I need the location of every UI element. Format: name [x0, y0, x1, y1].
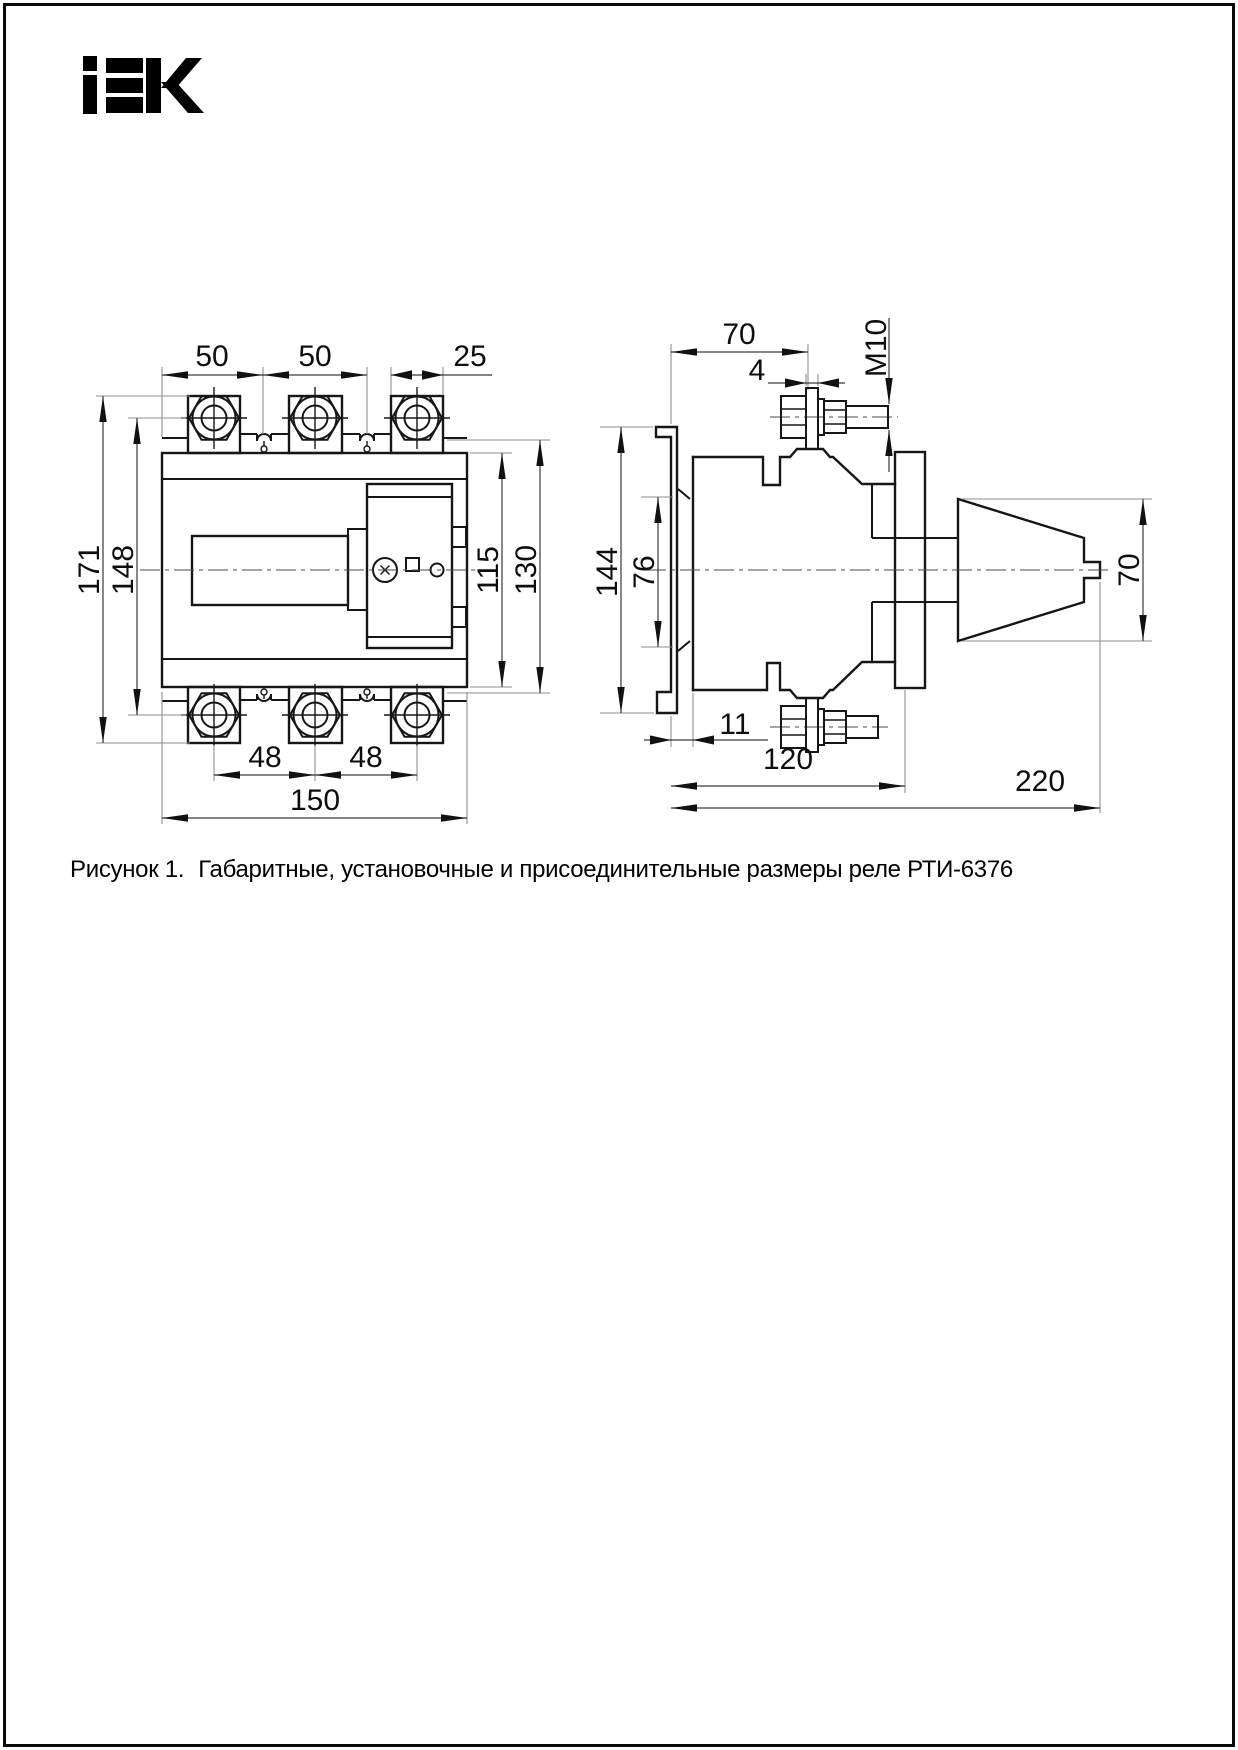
dim-label: 150 — [289, 784, 341, 817]
dim-label: 11 — [719, 708, 751, 741]
dim-bottom-pitch-2 — [315, 741, 417, 781]
dim-label: 50 — [298, 340, 332, 373]
dim-bolt-span — [107, 418, 186, 715]
bottom-terminals — [181, 684, 450, 746]
dim-bottom-pitch-1 — [214, 741, 315, 781]
figure-caption-label: Рисунок 1. — [70, 856, 185, 883]
side-view — [591, 318, 1152, 813]
dim-clip-span — [628, 497, 673, 647]
dim-label: 70 — [722, 318, 756, 351]
dim-label: 130 — [510, 544, 543, 596]
dim-label: 171 — [73, 544, 106, 596]
hex-bolt-icon — [181, 684, 247, 746]
dim-label: 148 — [107, 544, 140, 596]
dim-body-height — [470, 453, 512, 687]
terminal-bolt-top — [781, 388, 888, 449]
dim-label: 220 — [1014, 765, 1066, 798]
dim-label: 70 — [1113, 553, 1146, 587]
dim-pad-width — [391, 340, 492, 395]
adjustment-panel — [367, 484, 466, 648]
dim-depth-to-bolt — [671, 318, 808, 424]
hex-bolt-icon — [384, 684, 450, 746]
figure-caption-text: Габаритные, установочные и присоединительные размеры реле РТИ-6376 — [198, 856, 1013, 883]
dim-top-pitch-1 — [162, 340, 263, 437]
dim-label: 144 — [591, 546, 624, 598]
figure-caption — [70, 856, 1013, 884]
dim-label: 48 — [349, 741, 383, 774]
dim-label: 115 — [472, 546, 505, 594]
spring-clip — [678, 641, 690, 651]
dim-label: 50 — [195, 340, 229, 373]
dim-label: 48 — [248, 741, 282, 774]
hex-bolt-icon — [282, 684, 348, 746]
dim-label: 76 — [628, 555, 661, 589]
dim-label: 120 — [762, 743, 814, 776]
front-view — [73, 340, 550, 824]
spring-clip — [678, 489, 690, 499]
dim-label: 25 — [453, 340, 487, 373]
reset-window-icon — [406, 558, 419, 571]
dimension-drawing — [0, 0, 1238, 845]
dim-thread-size — [860, 318, 893, 472]
top-terminals — [181, 387, 450, 453]
relay-body-side — [693, 449, 895, 698]
dim-label: 4 — [748, 354, 766, 387]
dim-tab-thickness — [749, 354, 845, 388]
dim-rail-offset — [644, 693, 768, 747]
dim-label: М10 — [860, 318, 893, 378]
